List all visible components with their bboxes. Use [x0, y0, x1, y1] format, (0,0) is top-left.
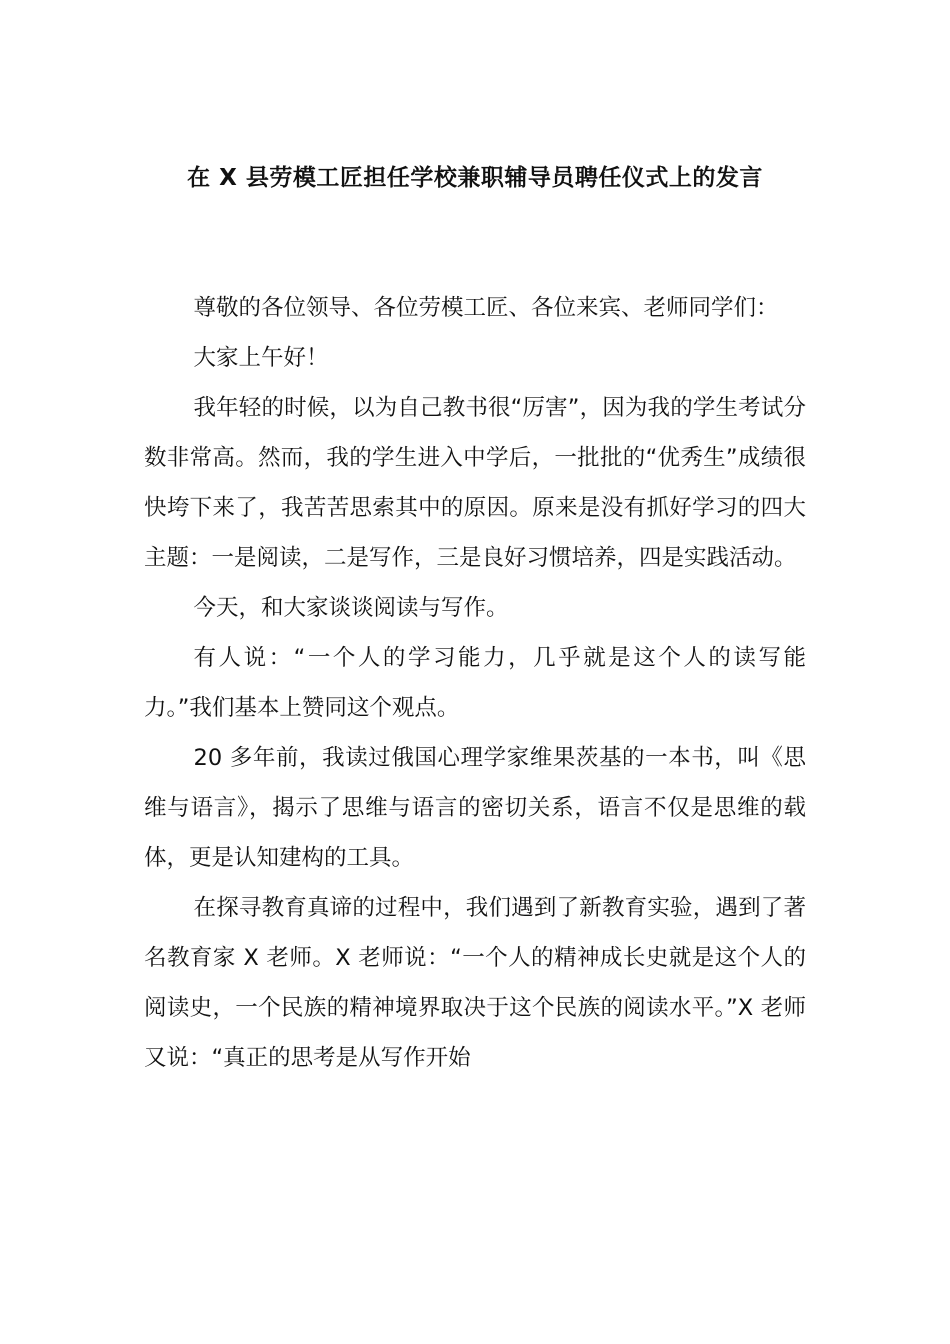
paragraph: 有人说：“一个人的学习能力，几乎就是这个人的读写能力。”我们基本上赞同这个观点。: [144, 645, 806, 721]
document-title: 在 X 县劳模工匠担任学校兼职辅导员聘任仪式上的发言: [187, 165, 763, 191]
document-body: [144, 283, 806, 1083]
paragraph: 今天，和大家谈谈阅读与写作。: [193, 595, 509, 621]
paragraph-salutation: 尊敬的各位领导、各位劳模工匠、各位来宾、老师同学们：: [193, 295, 779, 321]
paragraph: 20 多年前，我读过俄国心理学家维果茨基的一本书，叫《思维与语言》，揭示了思维与语言的密切关系，语言不仅是思维的载体，更是认知建构的工具。: [144, 745, 806, 871]
paragraph: 在探寻教育真谛的过程中，我们遇到了新教育实验，遇到了著名教育家 X 老师。X 老师说：“一个人的精神成长史就是这个人的阅读史，一个民族的精神境界取决于这个民族的阅读水平。”X 老师又说：“真正的思考是从写作开始: [144, 895, 806, 1071]
paragraph-greeting: 大家上午好！: [193, 345, 329, 371]
paragraph: 我年轻的时候，以为自己教书很“厉害”，因为我的学生考试分数非常高。然而，我的学生进入中学后，一批批的“优秀生”成绩很快垮下来了，我苦苦思索其中的原因。原来是没有抓好学习的四大主题：一是阅读，二是写作，三是良好习惯培养，四是实践活动。: [144, 395, 806, 571]
